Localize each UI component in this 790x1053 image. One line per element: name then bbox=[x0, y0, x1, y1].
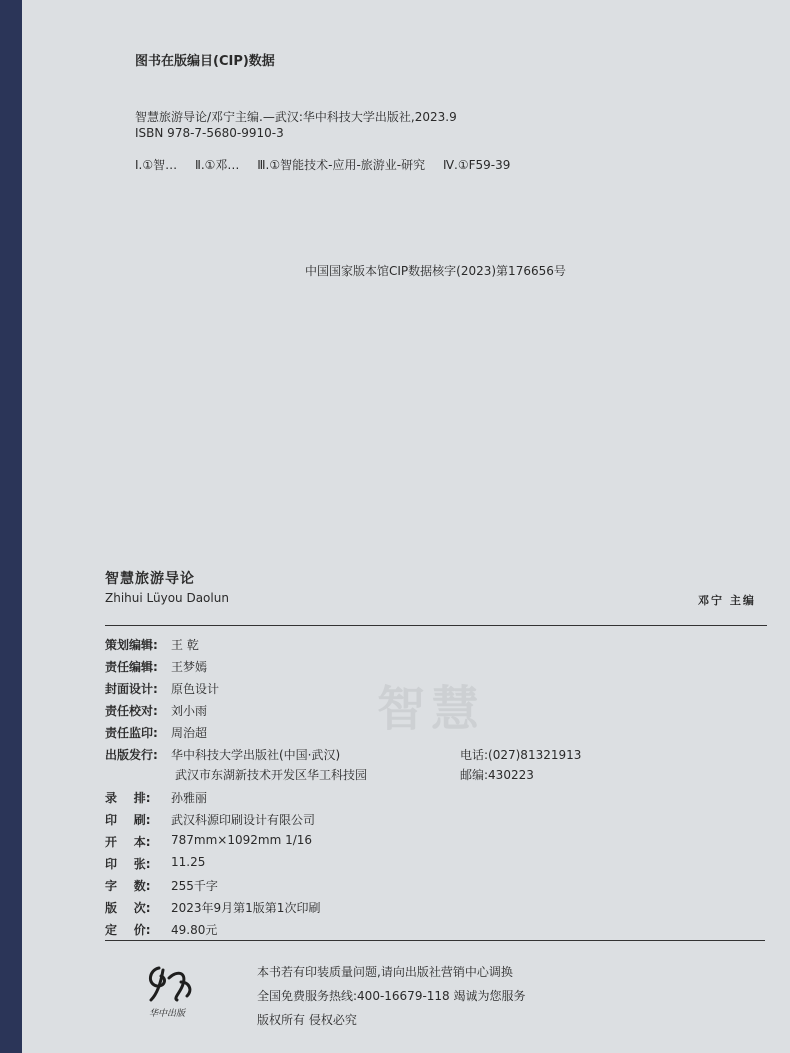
credit-row: 印 张: 11.25 bbox=[105, 855, 206, 871]
class-item-2: Ⅱ.①邓… bbox=[194, 158, 240, 172]
credit-row: 定 价: 49.80元 bbox=[105, 923, 218, 937]
quality-notice: 本书若有印装质量问题,请向出版社营销中心调换 bbox=[257, 965, 513, 979]
hotline-notice: 全国免费服务热线:400-16679-118 竭诚为您服务 bbox=[257, 989, 526, 1003]
copyright-page bbox=[22, 0, 790, 1053]
divider-bottom bbox=[105, 940, 765, 941]
credit-row: 开 本: 787mm×1092mm 1/16 bbox=[105, 833, 313, 849]
book-title: 智慧旅游导论 bbox=[105, 571, 195, 587]
credit-row: 版 次: 2023年9月第1版第1次印刷 bbox=[105, 901, 321, 915]
cip-check-number: 中国国家版本馆CIP数据核字(2023)第176656号 bbox=[305, 264, 566, 278]
credit-row: 策划编辑: 王 乾 bbox=[105, 638, 199, 652]
book-pinyin-title: Zhihui Lüyou Daolun bbox=[105, 591, 229, 605]
book-author: 邓宁 主编 bbox=[698, 594, 756, 607]
publisher-address: 武汉市东湖新技术开发区华工科技园 bbox=[175, 768, 368, 782]
credit-row: 录 排: 孙雅丽 bbox=[105, 791, 208, 805]
credit-row: 出版发行: 华中科技大学出版社(中国·武汉) bbox=[105, 748, 341, 762]
cip-record-line: 智慧旅游导论/邓宁主编.—武汉:华中科技大学出版社,2023.9 bbox=[135, 110, 457, 124]
credit-row: 责任监印: 周治超 bbox=[105, 726, 208, 740]
credit-row: 印 刷: 武汉科源印刷设计有限公司 bbox=[105, 813, 316, 827]
publisher-phone: 电话:(027)81321913 bbox=[460, 748, 582, 762]
cip-classification bbox=[135, 156, 524, 173]
watermark-text: 智慧 bbox=[377, 681, 486, 737]
cip-title: 图书在版编目(CIP)数据 bbox=[135, 54, 275, 69]
credit-row: 责任编辑: 王梦嫣 bbox=[105, 660, 208, 674]
divider-top bbox=[105, 625, 767, 626]
class-item-4: Ⅳ.①F59-39 bbox=[442, 158, 511, 172]
publisher-logo bbox=[137, 960, 207, 1020]
class-item-1: Ⅰ.①智… bbox=[135, 158, 178, 172]
publisher-logo-text: 华中出版 bbox=[149, 1009, 186, 1019]
isbn-line: ISBN 978-7-5680-9910-3 bbox=[135, 126, 284, 140]
credit-row: 字 数: 255千字 bbox=[105, 879, 218, 893]
publisher-zip: 邮编:430223 bbox=[460, 768, 534, 782]
copyright-notice: 版权所有 侵权必究 bbox=[257, 1013, 357, 1027]
credit-row: 责任校对: 刘小雨 bbox=[105, 704, 208, 718]
credit-row: 封面设计: 原色设计 bbox=[105, 682, 220, 696]
class-item-3: Ⅲ.①智能技术-应用-旅游业-研究 bbox=[257, 158, 426, 172]
